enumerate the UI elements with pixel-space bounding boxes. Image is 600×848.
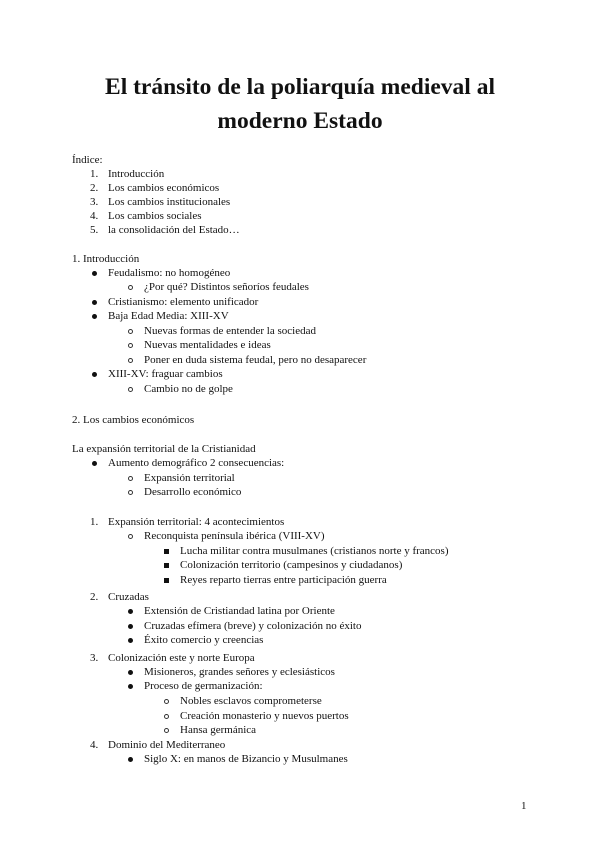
bullet-square: [164, 563, 169, 568]
list-item: Aumento demográfico 2 consecuencias:: [108, 457, 285, 469]
bullet-square: [164, 549, 169, 554]
list-item: Desarrollo económico: [144, 486, 242, 498]
bullet-disc: [92, 300, 97, 305]
index-number: 5.: [90, 224, 99, 236]
list-item: Éxito comercio y creencias: [144, 634, 264, 646]
index-number: 3.: [90, 196, 99, 208]
list-item: Reyes reparto tierras entre participación guerra: [180, 574, 387, 586]
list-number: 4.: [90, 739, 99, 751]
index-item: Introducción: [108, 168, 165, 180]
list-item: Reconquista península ibérica (VIII-XV): [144, 530, 325, 542]
index-item: Los cambios sociales: [108, 210, 202, 222]
bullet-disc: [128, 624, 133, 629]
list-item: Nobles esclavos comprometerse: [180, 695, 322, 707]
bullet-disc: [92, 372, 97, 377]
title-line-1: El tránsito de la poliarquía medieval al: [105, 74, 495, 100]
bullet-disc: [128, 757, 133, 762]
bullet-square: [164, 578, 169, 583]
bullet-circle: [128, 358, 133, 363]
index-number: 1.: [90, 168, 99, 180]
list-item: Hansa germánica: [180, 724, 257, 736]
list-item: Cruzadas efímera (breve) y colonización no éxito: [144, 620, 362, 632]
bullet-circle: [164, 714, 169, 719]
list-item: Cambio no de golpe: [144, 383, 233, 395]
list-number: 2.: [90, 591, 99, 603]
bullet-disc: [128, 684, 133, 689]
list-item: Extensión de Cristiandad latina por Oriente: [144, 605, 335, 617]
index-label: Índice:: [72, 154, 103, 166]
list-item: Creación monasterio y nuevos puertos: [180, 710, 349, 722]
title-line-2: moderno Estado: [217, 108, 383, 134]
section-heading: 2. Los cambios económicos: [72, 414, 195, 426]
document-title: [0, 70, 600, 138]
subsection-heading: La expansión territorial de la Cristianidad: [72, 443, 256, 455]
list-item: Lucha militar contra musulmanes (cristianos norte y francos): [180, 545, 449, 557]
list-item: Cruzadas: [108, 591, 149, 603]
list-number: 1.: [90, 516, 99, 528]
list-item: XIII-XV: fraguar cambios: [108, 368, 223, 380]
bullet-disc: [92, 271, 97, 276]
index-number: 4.: [90, 210, 99, 222]
list-item: Colonización territorio (campesinos y ciudadanos): [180, 559, 403, 571]
list-item: Nuevas mentalidades e ideas: [144, 339, 271, 351]
bullet-disc: [92, 314, 97, 319]
page-number: 1: [521, 800, 527, 812]
bullet-circle: [128, 490, 133, 495]
list-item: Feudalismo: no homogéneo: [108, 267, 231, 279]
bullet-disc: [92, 461, 97, 466]
list-item: Misioneros, grandes señores y eclesiásticos: [144, 666, 335, 678]
index-item: la consolidación del Estado…: [108, 224, 240, 236]
bullet-disc: [128, 670, 133, 675]
list-item: Cristianismo: elemento unificador: [108, 296, 259, 308]
bullet-circle: [128, 343, 133, 348]
bullet-disc: [128, 638, 133, 643]
index-item: Los cambios económicos: [108, 182, 220, 194]
list-item: Expansión territorial: 4 acontecimientos: [108, 516, 285, 528]
list-item: Siglo X: en manos de Bizancio y Musulmanes: [144, 753, 348, 765]
section-heading: 1. Introducción: [72, 253, 140, 265]
list-item: Dominio del Mediterraneo: [108, 739, 226, 751]
bullet-circle: [128, 285, 133, 290]
list-item: Proceso de germanización:: [144, 680, 263, 692]
bullet-disc: [128, 609, 133, 614]
list-item: Nuevas formas de entender la sociedad: [144, 325, 316, 337]
list-item: Baja Edad Media: XIII-XV: [108, 310, 229, 322]
bullet-circle: [128, 329, 133, 334]
list-item: Expansión territorial: [144, 472, 235, 484]
list-number: 3.: [90, 652, 99, 664]
bullet-circle: [128, 387, 133, 392]
bullet-circle: [164, 728, 169, 733]
index-item: Los cambios institucionales: [108, 196, 231, 208]
index-number: 2.: [90, 182, 99, 194]
bullet-circle: [164, 699, 169, 704]
bullet-circle: [128, 476, 133, 481]
bullet-circle: [128, 534, 133, 539]
list-item: Colonización este y norte Europa: [108, 652, 255, 664]
list-item: Poner en duda sistema feudal, pero no desaparecer: [144, 354, 367, 366]
list-item: ¿Por qué? Distintos señoríos feudales: [144, 281, 309, 293]
